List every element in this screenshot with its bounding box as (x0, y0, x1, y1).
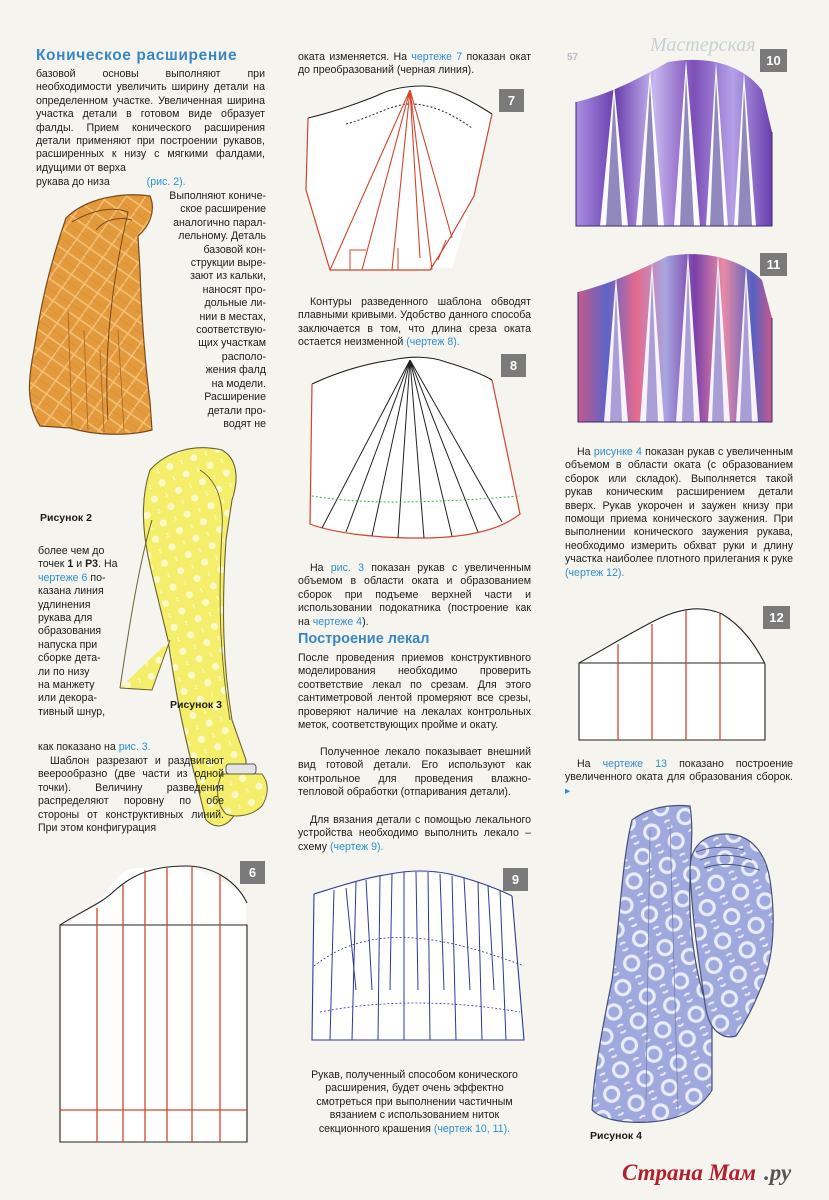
side-line: соответствую- (196, 324, 266, 337)
ref-fig3-link-2[interactable]: рис. 3 (330, 562, 364, 574)
intro-text: базовой основы выполняют при необходимости увеличить ширину детали на определенном участке. Увеличенная ширина участка детали в готовом виде образует фалды. Прием конического расширения детали применяют при построении рукавов, расширенных к низу с мягкими фалдами, идущими от верха (36, 68, 265, 174)
side-line: нии в местах, (199, 310, 266, 323)
site-watermark-suffix: .ру (764, 1160, 792, 1185)
cont-line: сборке дета- (38, 652, 101, 665)
chart13-paragraph: На чертеже 13 показано построение увеличенного оката для образования сборок. ▸ (565, 758, 794, 797)
figure-4-drawing (592, 806, 773, 1123)
side-line: Расширение (204, 391, 266, 404)
faded-section-title: Мастерская (650, 34, 756, 56)
side-line: зают из кальки, (190, 270, 266, 283)
cont-line: тивный шнур, (38, 705, 106, 718)
fig3-paragraph: На рис. 3 показан рукав с увеличенным объемом в области оката и образованием сборок при подъеме верхней части и использовании подокатника (построение как на чертеже 4). (298, 562, 531, 628)
cont-line: ли по низу (38, 665, 90, 678)
section-heading-lekal: Построение лекал (298, 631, 430, 647)
side-line: базовой кон- (203, 243, 266, 256)
pattern-chart-12 (579, 607, 765, 740)
pattern-chart-6 (60, 866, 247, 1142)
figure-2-label: Рисунок 2 (40, 512, 92, 524)
figure-4-label: Рисунок 4 (590, 1130, 642, 1142)
side-line: располо- (221, 350, 266, 363)
cont-line: удлинения (38, 598, 91, 611)
figure-2-drawing (29, 195, 152, 434)
ref-chart9-link[interactable]: (чертеж 9). (330, 840, 384, 853)
ref-chart10-11-link[interactable]: (чертеж 10, 11). (433, 1122, 511, 1135)
bottom-paragraph: Рукав, полученный способом конического расширения, будет очень эффектно смотреться при выполнении частичным вязанием с использованием ниток секционного крашения (чертеж 10, 11). (311, 1069, 518, 1135)
chart-badge-12: 12 (763, 606, 790, 629)
ref-chart12-link[interactable]: (чертеж 12). (565, 566, 625, 579)
ref-fig4-link[interactable]: рисунке 4 (593, 446, 642, 458)
cont-last-line: как показано на рис. 3. (38, 741, 151, 753)
cont-line: на манжету (38, 679, 95, 692)
cont-line: образования (38, 625, 102, 638)
chart-badge-7: 7 (499, 89, 524, 112)
continuation-block (38, 545, 130, 719)
pattern-chart-8 (310, 357, 520, 538)
knit-chart-10 (576, 60, 772, 226)
intro-last-text: рукава до низа (36, 176, 110, 188)
side-line: на модели. (211, 377, 266, 390)
lekal-paragraph-1: После проведения приемов конструктивного моделирования необходимо проверить соответствие лекал по срезам. Для этого сантиметровой лентой промеряют все срезы, проверяют наличие на лекалах контрольных меток, соответствующих пройме и окату. (298, 652, 531, 732)
next-page-arrow-icon[interactable]: ▸ (565, 784, 571, 797)
cont-line-ref: чертеже 6 по- (38, 571, 106, 584)
side-line: струкции выре- (190, 257, 266, 270)
ref-chart7-link[interactable]: чертеже 7 (411, 51, 463, 63)
template-paragraph: Шаблон разрезают и раздвигают веерообразно (две части из одной точки). Величину разведения распределяют поровну по обе стороны от конструктивных линий. При этом конфигурация (38, 755, 224, 835)
section-heading-conical: Коническое расширение (36, 47, 238, 64)
ref-fig3-link[interactable]: рис. 3. (118, 741, 151, 753)
cont-line: напуска при (38, 638, 98, 651)
side-line: лельному. Деталь (178, 230, 266, 243)
ref-chart4-link[interactable]: чертеже 4 (312, 615, 363, 628)
cont-line: казана линия (38, 585, 104, 598)
chart-badge-11: 11 (760, 253, 787, 276)
knit-chart-11 (578, 252, 772, 422)
side-line: Выполняют кониче- (169, 190, 266, 202)
side-line: дольные ли- (204, 297, 266, 310)
figure-3-label: Рисунок 3 (170, 699, 222, 711)
side-line: ское расширение (180, 203, 266, 216)
ref-fig2-link[interactable]: (рис. 2). (146, 176, 186, 188)
chart-badge-8: 8 (501, 354, 526, 377)
lekal-paragraph-3: Для вязания детали с помощью лекального устройства необходимо выполнить лекало –схему (чертеж 9). (298, 814, 531, 853)
pattern-chart-9 (312, 871, 524, 1040)
chart-badge-9: 9 (503, 868, 528, 891)
cont-line: более чем до (38, 545, 105, 557)
side-line: водят не (223, 417, 266, 430)
pattern-chart-7 (306, 86, 492, 270)
page-mark: 57 (567, 52, 579, 63)
cont-line: рукава для (38, 612, 93, 625)
cont-line-points: точек 1 и Р3. На (38, 558, 118, 571)
fig4-paragraph: На рисунке 4 показан рукав с увеличенным объемом в области оката (с образованием сборок или складок). Выполняется такой рукав коническим расширением детали вверх. Рукав укорочен и заужен книзу при помощи приема конического заужения. При выполнении конического заужения рукава, необходимо измерить обхват руки и длину участка наиболее плотного прилегания к руке (чертеж 12). (565, 446, 793, 579)
ref-chart13-link[interactable]: чертеже 13 (602, 758, 668, 770)
ref-chart8-link[interactable]: (чертеж 8). (406, 336, 460, 349)
side-line: наносят про- (202, 283, 266, 296)
side-line: жения фалд (205, 364, 266, 377)
ref-chart6-link[interactable]: чертеже 6 (38, 571, 88, 584)
chart-badge-6: 6 (240, 861, 265, 884)
cont-line: или декора- (38, 692, 97, 705)
site-watermark: Страна Мам (622, 1160, 756, 1185)
contours-paragraph: Контуры разведенного шаблона обводят плавными кривыми. Удобство данного способа заключается в том, что длина среза оката остается неизменной (чертеж 8). (298, 296, 531, 349)
lekal-paragraph-2: Полученное лекало показывает внешний вид готовой детали. Его используют как контрольное для проведения влажно-тепловой обработки (отпаривания детали). (298, 746, 531, 799)
side-line: аналогично парал- (173, 216, 266, 229)
col2-top-paragraph: оката изменяется. На чертеже 7 показан окат до преобразований (черная линия). (298, 51, 532, 77)
side-line: щих участкам (198, 337, 266, 350)
side-line: детали про- (207, 404, 266, 417)
chart-badge-10: 10 (760, 49, 787, 72)
